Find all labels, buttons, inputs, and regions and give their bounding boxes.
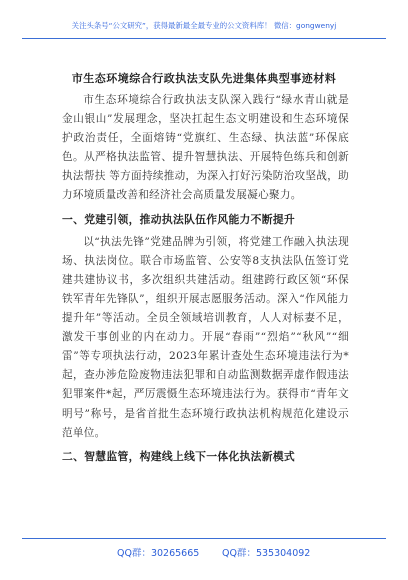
footer-bar xyxy=(22,538,386,563)
footer-qq-group-1: QQ群：30265665 xyxy=(117,548,200,559)
document-body xyxy=(62,91,349,470)
banner-text: 关注头条号“公文研究”，获得最新最全最专业的公文资料库！ 微信：gongwenyj xyxy=(71,21,337,30)
header-banner xyxy=(22,16,386,39)
intro-paragraph: 市生态环境综合行政执法支队深入践行“绿水青山就是金山银山”发展理念，坚决扛起生态文明建设和生态环境保护政治责任，全面熔铸“党旗红、生态绿、执法蓝”环保底色。从严格执法监管、提升智慧执法、开展特色练兵和创新执法帮扶 等方面持续推动，为深入打好污染防治攻坚战，助力环境质量改善和经济社会高质量发展凝心聚力。 xyxy=(62,94,349,202)
footer-qq-group-2: QQ群：535304092 xyxy=(222,548,311,559)
section-1-heading: 一、党建引领，推动执法队伍作风能力不断提升 xyxy=(62,212,296,226)
section-2-heading: 二、智慧监管，构建线上线下一体化执法新模式 xyxy=(62,449,296,463)
section-1-paragraph: 以“执法先锋”党建品牌为引领，将党建工作融入执法现场、执法岗位。联合市场监管、公安等8支执法队伍签订党建共建协议书，多次组织共建活动。组建跨行政区领“环保铁军青年先锋队”，组织开展志愿服务活动。深入“作风能力提升年”等活动。全员全领域培训教育，人人对标妻不足，激发干事创业的内在动力。开展“春雨”“烈焰”“秋风”“细雷”等专项执法行动，2023年累计查处生态环境违法行为*起，查办涉危险废物违法犯罪和自动监测数据弄虚作假违法犯罪案件*起，严厉震慑生态环境违法行为。获得市“青年文明号”称号，是省首批生态环境行政执法机构规范化建设示范单位。 xyxy=(62,235,349,439)
document-title: 市生态环境综合行政执法支队先进集体典型事迹材料 xyxy=(71,72,337,85)
